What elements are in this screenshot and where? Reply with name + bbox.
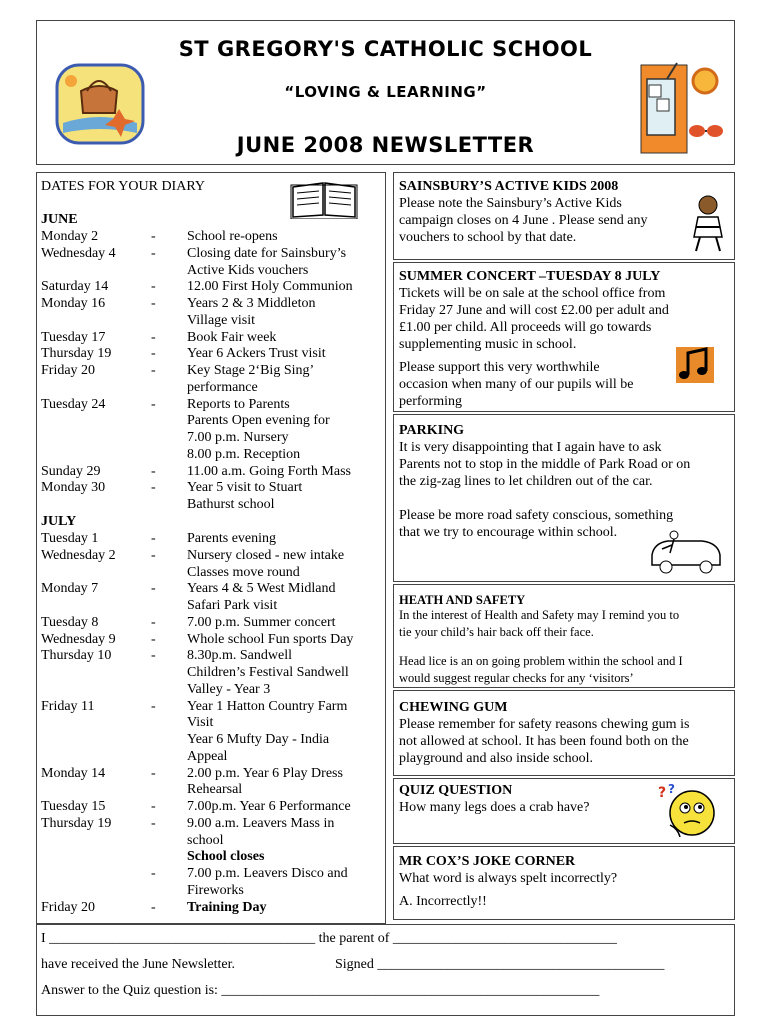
diary-date: Tuesday 24 <box>41 396 106 412</box>
diary-event: Year 5 visit to Stuart <box>187 480 303 496</box>
diary-date: Friday 11 <box>41 698 95 714</box>
health-heading: HEATH AND SAFETY <box>399 593 526 607</box>
diary-event: 7.00 p.m. Leavers Disco and <box>187 866 348 881</box>
diary-dash: - <box>151 648 156 664</box>
diary-date: Wednesday 2 <box>41 547 116 563</box>
diary-event: 8.00 p.m. Reception <box>187 446 301 462</box>
diary-date: Monday 30 <box>41 480 106 496</box>
diary-date: Monday 14 <box>41 765 106 781</box>
thinking-face-icon <box>656 781 720 841</box>
diary-date: Saturday 14 <box>41 279 109 295</box>
diary-event: 7.00p.m. Year 6 Performance <box>187 799 351 814</box>
health-line: would suggest regular checks for any ‘visitors’ <box>399 671 634 685</box>
diary-dash: - <box>151 296 156 311</box>
diary-event: Active Kids vouchers <box>187 262 309 278</box>
diary-event: Children’s Festival Sandwell <box>187 665 349 680</box>
parking-line: the zig-zag lines to let children out of the car. <box>399 474 653 489</box>
concert-heading: SUMMER CONCERT –TUESDAY 8 JULY <box>399 269 661 284</box>
diary-dash: - <box>151 899 156 915</box>
diary-event: 11.00 a.m. Going Forth Mass <box>187 463 351 479</box>
diary-dash: - <box>151 631 156 647</box>
diary-event: 7.00 p.m. Summer concert <box>187 614 336 630</box>
diary-dash: - <box>151 547 156 563</box>
concert-line: Friday 27 June and will cost £2.00 per adult and <box>399 303 669 318</box>
diary-date: Tuesday 17 <box>41 329 106 345</box>
diary-event: Valley - Year 3 <box>187 681 271 697</box>
diary-date: Thursday 10 <box>41 648 112 664</box>
diary-dash: - <box>151 765 156 781</box>
sainsburys-section <box>393 172 735 260</box>
concert-section <box>393 262 735 412</box>
diary-event: Appeal <box>187 748 228 764</box>
diary-event: Nursery closed - new intake <box>187 547 345 563</box>
diary-dash: - <box>151 581 156 597</box>
sainsburys-heading: SAINSBURY’S ACTIVE KIDS 2008 <box>399 179 619 194</box>
diary-date: Monday 16 <box>41 296 106 311</box>
diary-event: school <box>187 832 224 848</box>
diary-dash: - <box>151 698 156 714</box>
quiz-heading: QUIZ QUESTION <box>399 783 513 798</box>
parking-heading: PARKING <box>399 423 465 438</box>
diary-event: Classes move round <box>187 564 300 580</box>
diary-event: Fireworks <box>187 882 244 898</box>
health-line: Head lice is an on going problem within the school and I <box>399 654 683 668</box>
parking-line: Please be more road safety conscious, something <box>399 508 674 523</box>
diary-dash: - <box>151 329 156 345</box>
svg-text:?: ? <box>658 785 667 801</box>
diary-title: DATES FOR YOUR DIARY <box>41 179 206 194</box>
chewing-gum-section <box>393 690 735 776</box>
diary-dash: - <box>151 463 156 479</box>
slip-signature-line[interactable]: Signed _________________________________________ <box>335 957 665 972</box>
sainsburys-line: vouchers to school by that date. <box>399 230 577 245</box>
slip-received-text: have received the June Newsletter. <box>41 957 235 972</box>
diary-event: Village visit <box>187 312 255 328</box>
diary-event: Key Stage 2‘Big Sing’ <box>187 363 315 378</box>
slip-quiz-answer-line[interactable]: Answer to the Quiz question is: ______________________________________________________ <box>41 983 600 998</box>
slip-parent-line[interactable]: I ______________________________________ the parent of ________________________________ <box>41 931 617 946</box>
concert-line: occasion when many of our pupils will be <box>399 377 634 392</box>
health-line: In the interest of Health and Safety may I remind you to <box>399 608 680 622</box>
diary-event: performance <box>187 379 258 395</box>
concert-line: Tickets will be on sale at the school office from <box>399 286 666 301</box>
diary-event: Years 4 & 5 West Midland <box>187 581 336 597</box>
diary-event: 8.30p.m. Sandwell <box>187 648 292 664</box>
parking-line: It is very disappointing that I again have to ask <box>399 440 662 455</box>
school-motto: “LOVING & LEARNING” <box>284 83 487 101</box>
diary-event: Year 1 Hatton Country Farm <box>187 698 348 714</box>
diary-dash: - <box>151 396 156 412</box>
return-slip <box>36 924 735 1016</box>
health-line: tie your child’s hair back off their face. <box>399 625 594 639</box>
diary-event: Whole school Fun sports Day <box>187 631 354 647</box>
diary-event: Visit <box>187 715 214 731</box>
concert-line: Please support this very worthwhile <box>399 360 600 375</box>
june-heading: JUNE <box>41 212 78 227</box>
concert-line: performing <box>399 394 462 409</box>
diary-date: Thursday 19 <box>41 815 112 831</box>
joke-corner-section <box>393 846 735 920</box>
sainsburys-line: Please note the Sainsbury’s Active Kids <box>399 196 622 211</box>
newsletter-header <box>36 20 735 165</box>
diary-date: Monday 7 <box>41 581 99 597</box>
diary-event: School re-opens <box>187 229 278 244</box>
diary-dash: - <box>151 614 156 630</box>
july-heading: JULY <box>41 514 77 529</box>
joke-question: What word is always spelt incorrectly? <box>399 871 618 886</box>
diary-event: Year 6 Mufty Day - India <box>187 732 330 747</box>
open-diary-icon <box>289 179 359 219</box>
diary-date: Friday 20 <box>41 363 96 378</box>
diary-dash: - <box>151 363 156 378</box>
diary-date: Wednesday 9 <box>41 631 116 647</box>
concert-line: supplementing music in school. <box>399 337 577 352</box>
parking-line: that we try to encourage within school. <box>399 525 618 540</box>
music-note-icon <box>672 343 718 387</box>
joke-heading: MR COX’S JOKE CORNER <box>399 854 576 869</box>
diary-section <box>36 172 386 924</box>
diary-event: 7.00 p.m. Nursery <box>187 430 289 445</box>
gum-heading: CHEWING GUM <box>399 700 508 715</box>
svg-text:?: ? <box>668 782 675 796</box>
diary-dash: - <box>151 480 156 496</box>
diary-date: Tuesday 1 <box>41 531 99 546</box>
diary-dash: - <box>151 799 156 814</box>
diary-dash: - <box>151 531 156 546</box>
quiz-section <box>393 778 735 844</box>
diary-date: Tuesday 8 <box>41 614 99 630</box>
diary-event: Rehearsal <box>187 782 243 798</box>
diary-event: Parents Open evening for <box>187 413 330 429</box>
quiz-question: How many legs does a crab have? <box>399 800 590 815</box>
diary-dash: - <box>151 245 156 261</box>
karate-kid-icon <box>686 193 730 253</box>
diary-event: Safari Park visit <box>187 598 278 613</box>
diary-date: Wednesday 4 <box>41 245 116 261</box>
diary-date: Sunday 29 <box>41 463 101 479</box>
gum-line: not allowed at school. It has been found both on the <box>399 734 689 749</box>
diary-event: Year 6 Ackers Trust visit <box>187 346 326 362</box>
diary-event: Closing date for Sainsbury’s <box>187 245 347 261</box>
diary-dash: - <box>151 866 156 881</box>
diary-event: Parents evening <box>187 531 277 546</box>
diary-dash: - <box>151 229 156 244</box>
diary-date: Tuesday 15 <box>41 799 106 814</box>
diary-date: Friday 20 <box>41 899 96 915</box>
diary-date: Thursday 19 <box>41 346 112 362</box>
diary-event: Book Fair week <box>187 329 277 345</box>
gum-line: playground and also inside school. <box>399 751 594 766</box>
gum-line: Please remember for safety reasons chewing gum is <box>399 717 690 732</box>
sainsburys-line: campaign closes on 4 June . Please send any <box>399 213 648 228</box>
diary-event: 12.00 First Holy Communion <box>187 279 353 295</box>
diary-event: 9.00 a.m. Leavers Mass in <box>187 815 335 831</box>
diary-dash: - <box>151 815 156 831</box>
diary-dash: - <box>151 346 156 362</box>
health-safety-section <box>393 584 735 688</box>
summer-drink-clipart-icon <box>635 59 725 157</box>
diary-event: School closes <box>187 849 265 865</box>
diary-event: Bathurst school <box>187 497 275 512</box>
diary-event: Reports to Parents <box>187 396 290 412</box>
diary-event: Training Day <box>187 899 267 915</box>
joke-answer: A. Incorrectly!! <box>399 894 487 909</box>
diary-date: Monday 2 <box>41 229 99 244</box>
diary-dash: - <box>151 279 156 295</box>
diary-event: Years 2 & 3 Middleton <box>187 296 316 311</box>
school-name: ST GREGORY'S CATHOLIC SCHOOL <box>178 37 593 61</box>
car-clipart-icon <box>646 525 726 577</box>
newsletter-title: JUNE 2008 NEWSLETTER <box>236 133 535 157</box>
parking-line: Parents not to stop in the middle of Park Road or on <box>399 457 691 472</box>
parking-section <box>393 414 735 582</box>
beach-bag-clipart-icon <box>55 63 145 145</box>
diary-event: 2.00 p.m. Year 6 Play Dress <box>187 765 343 781</box>
concert-line: £1.00 per child. All proceeds will go towards <box>399 320 652 335</box>
